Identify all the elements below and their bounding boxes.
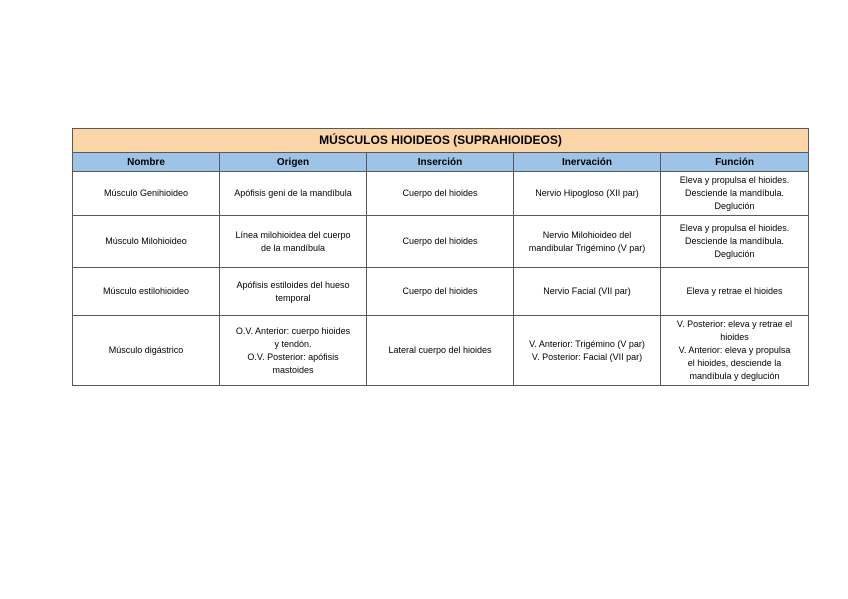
- cell-text: Nervio Milohioideo del mandibular Trigémino (V par): [528, 229, 646, 253]
- cell-funcion: [661, 316, 809, 386]
- table-row: [73, 316, 809, 386]
- cell-text: Eleva y propulsa el hioides. Desciende la mandíbula. Deglución: [679, 175, 790, 211]
- table-row: [73, 216, 809, 268]
- cell-nombre: [73, 316, 220, 386]
- cell-inervacion: [514, 172, 661, 216]
- cell-nombre: [73, 268, 220, 316]
- cell-insercion: [367, 216, 514, 268]
- cell-text: V. Posterior: eleva y retrae el hioides V. Anterior: eleva y propulsa el hioides, desciende la mandíbula y deglución: [676, 319, 793, 381]
- cell-nombre: [73, 172, 220, 216]
- header-funcion: Función: [661, 153, 809, 172]
- cell-text: Lateral cuerpo del hioides: [388, 345, 492, 355]
- header-inervacion: Inervación: [514, 153, 661, 172]
- cell-funcion: [661, 172, 809, 216]
- header-nombre: Nombre: [73, 153, 220, 172]
- title-row: [73, 129, 809, 153]
- table-row: [73, 268, 809, 316]
- cell-origen: [220, 172, 367, 216]
- cell-text: Músculo Genihioideo: [103, 188, 189, 198]
- header-insercion: Inserción: [367, 153, 514, 172]
- cell-inervacion: [514, 216, 661, 268]
- cell-text: Músculo Milohioideo: [105, 236, 187, 246]
- cell-text: Eleva y retrae el hioides: [686, 286, 783, 296]
- cell-text: Cuerpo del hioides: [402, 236, 478, 246]
- cell-funcion: [661, 268, 809, 316]
- cell-funcion: [661, 216, 809, 268]
- cell-text: Músculo digástrico: [108, 345, 184, 355]
- header-origen: Origen: [220, 153, 367, 172]
- cell-text: O.V. Anterior: cuerpo hioides y tendón. O.V. Posterior: apófisis mastoides: [235, 325, 351, 375]
- cell-text: Nervio Facial (VII par): [543, 286, 631, 296]
- cell-insercion: [367, 268, 514, 316]
- cell-origen: [220, 216, 367, 268]
- cell-text: Cuerpo del hioides: [402, 286, 478, 296]
- muscle-table: [72, 128, 809, 386]
- cell-inervacion: [514, 316, 661, 386]
- cell-text: Línea milohioidea del cuerpo de la mandíbula: [235, 229, 351, 253]
- cell-text: V. Anterior: Trigémino (V par) V. Posterior: Facial (VII par): [529, 338, 645, 362]
- cell-nombre: [73, 216, 220, 268]
- cell-inervacion: [514, 268, 661, 316]
- cell-text: Músculo estilohioideo: [102, 286, 190, 296]
- cell-origen: [220, 316, 367, 386]
- table-title: MÚSCULOS HIOIDEOS (SUPRAHIOIDEOS): [73, 129, 809, 153]
- cell-text: Eleva y propulsa el hioides. Desciende la mandíbula. Deglución: [679, 223, 790, 259]
- cell-insercion: [367, 316, 514, 386]
- cell-text: Cuerpo del hioides: [402, 188, 478, 198]
- cell-text: Apófisis estiloides del hueso temporal: [236, 279, 350, 303]
- cell-origen: [220, 268, 367, 316]
- header-row: [73, 153, 809, 172]
- table-row: [73, 172, 809, 216]
- cell-insercion: [367, 172, 514, 216]
- cell-text: Apófisis geni de la mandíbula: [234, 188, 352, 198]
- cell-text: Nervio Hipogloso (XII par): [535, 188, 639, 198]
